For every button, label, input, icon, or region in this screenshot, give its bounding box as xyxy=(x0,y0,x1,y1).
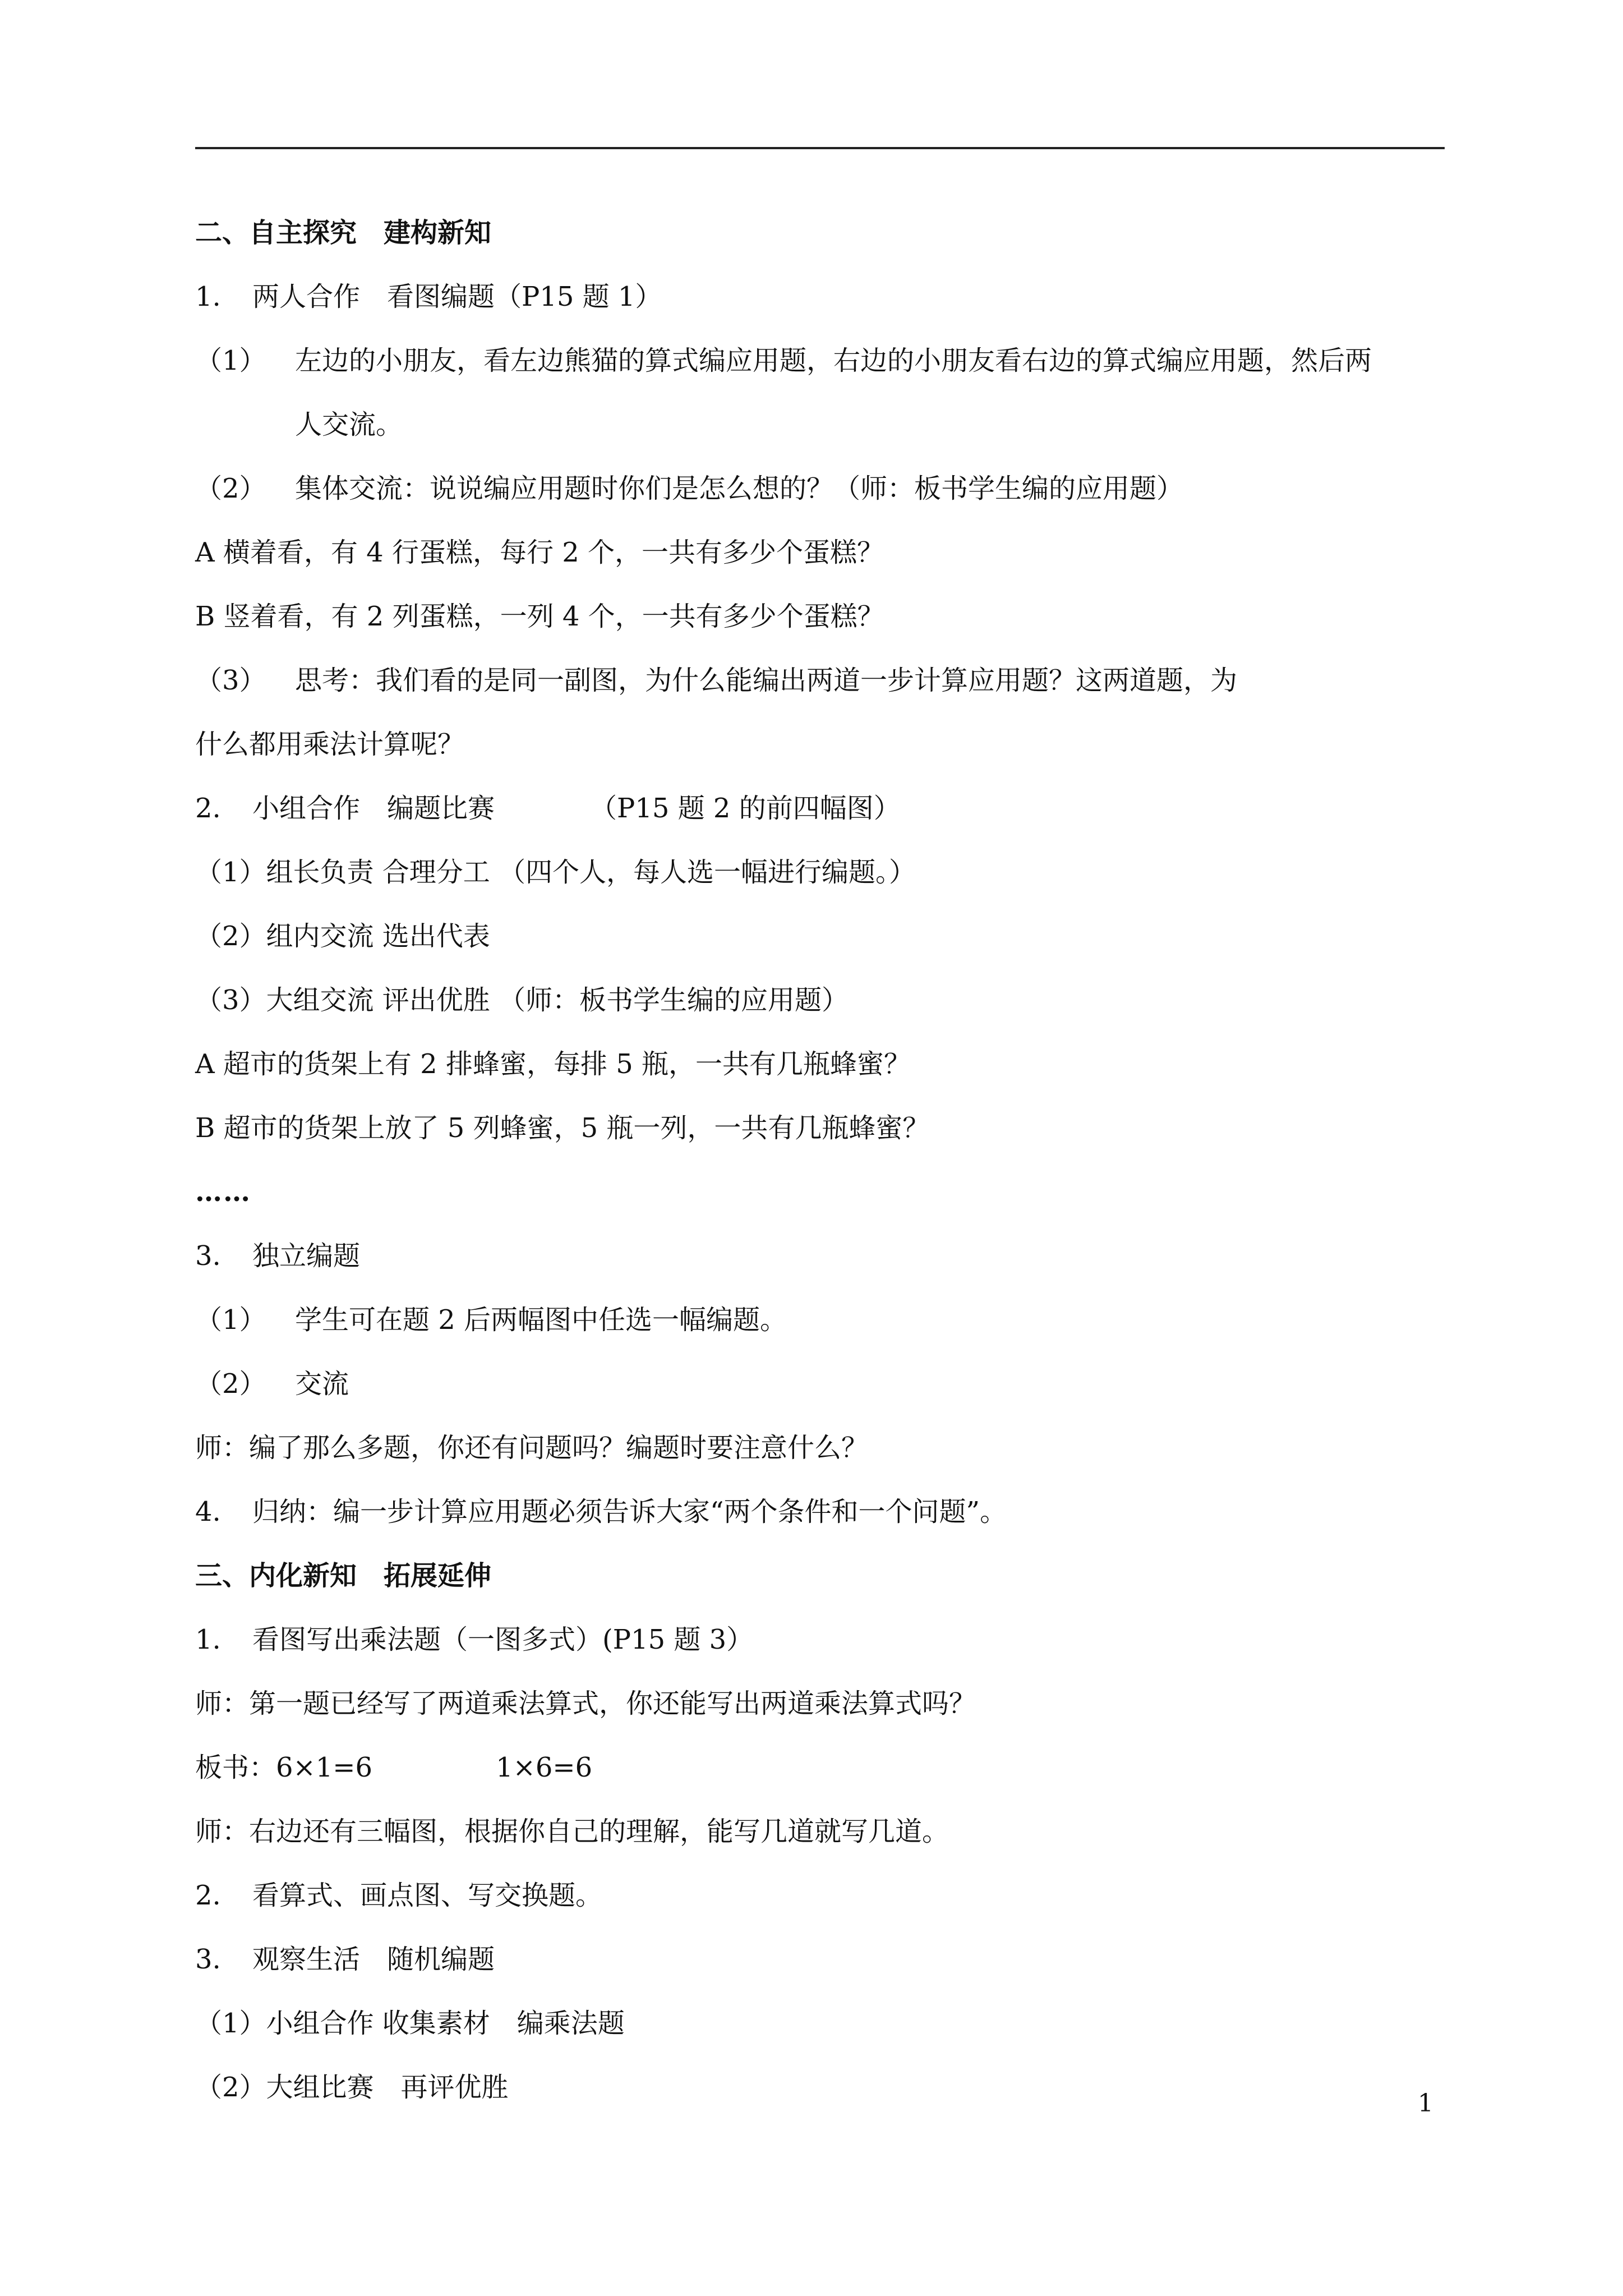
header-rule xyxy=(195,147,1445,149)
item-reference: （P15 题 2 的前四幅图） xyxy=(590,793,901,824)
example-b-cakes: B 竖着看，有 2 列蛋糕，一列 4 个，一共有多少个蛋糕？ xyxy=(195,601,884,632)
item-text: 归纳：编一步计算应用题必须告诉大家“两个条件和一个问题”。 xyxy=(252,1496,1007,1527)
sub-item-2-1-2 xyxy=(195,466,1451,530)
item-3-1 xyxy=(195,1617,1451,1681)
sub-item-text: 学生可在题 2 后两幅图中任选一幅编题。 xyxy=(295,1304,787,1336)
sub-item-text: 集体交流：说说编应用题时你们是怎么想的？（师：板书学生编的应用题） xyxy=(295,473,1184,504)
document-body xyxy=(195,210,1451,2129)
item-title: 观察生活 随机编题 xyxy=(252,1944,495,1975)
item-2-1 xyxy=(195,274,1451,338)
teacher-prompt-1: 师：第一题已经写了两道乘法算式，你还能写出两道乘法算式吗？ xyxy=(195,1688,976,1719)
sub-item-3-3-1: （1）小组合作 收集素材 编乘法题 xyxy=(195,2008,625,2039)
item-2-2 xyxy=(195,786,1451,850)
item-title: 两人合作 看图编题（P15 题 1） xyxy=(252,281,662,312)
item-number: 4. xyxy=(195,1496,221,1527)
section-heading-2: 二、自主探究 建构新知 xyxy=(195,217,492,249)
example-a-honey: A 超市的货架上有 2 排蜂蜜，每排 5 瓶，一共有几瓶蜂蜜？ xyxy=(195,1048,911,1080)
sub-item-2-2-3: （3）大组交流 评出优胜 （师：板书学生编的应用题） xyxy=(195,984,849,1016)
sub-item-2-2-1: （1）组长负责 合理分工 （四个人，每人选一幅进行编题。） xyxy=(195,857,916,888)
item-title: 独立编题 xyxy=(252,1240,361,1272)
item-2-3 xyxy=(195,1234,1451,1297)
page-number: 1 xyxy=(1418,2089,1433,2118)
sub-item-2-1-3 xyxy=(195,658,1451,722)
ellipsis: …… xyxy=(195,1176,251,1208)
item-3-3 xyxy=(195,1937,1451,2001)
item-number: 1. xyxy=(195,281,221,312)
board-equation-1: 板书：6×1=6 xyxy=(195,1752,373,1783)
sub-item-2-3-2 xyxy=(195,1361,1451,1425)
sub-item-2-3-1 xyxy=(195,1297,1451,1361)
item-number: 3. xyxy=(195,1944,221,1975)
sub-item-text: 思考：我们看的是同一副图，为什么能编出两道一步计算应用题？这两道题，为 xyxy=(295,665,1238,696)
sub-item-number: （3） xyxy=(195,665,266,696)
sub-item-number: （2） xyxy=(195,1368,266,1400)
sub-item-2-1-1-continued: 人交流。 xyxy=(295,409,403,440)
sub-item-2-2-2: （2）组内交流 选出代表 xyxy=(195,921,490,952)
sub-item-2-1-1 xyxy=(195,338,1451,402)
example-a-cakes: A 横着看，有 4 行蛋糕，每行 2 个，一共有多少个蛋糕？ xyxy=(195,537,884,568)
item-number: 2. xyxy=(195,1880,221,1911)
item-number: 3. xyxy=(195,1240,221,1272)
item-2-4 xyxy=(195,1489,1451,1553)
item-number: 1. xyxy=(195,1624,221,1655)
item-title: 看图写出乘法题（一图多式）(P15 题 3） xyxy=(252,1624,754,1655)
board-writing xyxy=(195,1745,1451,1809)
sub-item-2-1-3-continued: 什么都用乘法计算呢？ xyxy=(195,729,465,760)
sub-item-text: 左边的小朋友，看左边熊猫的算式编应用题，右边的小朋友看右边的算式编应用题，然后两 xyxy=(295,345,1372,376)
board-equation-2: 1×6=6 xyxy=(496,1752,593,1783)
teacher-prompt-2: 师：右边还有三幅图，根据你自己的理解，能写几道就写几道。 xyxy=(195,1816,949,1847)
example-b-honey: B 超市的货架上放了 5 列蜂蜜，5 瓶一列，一共有几瓶蜂蜜？ xyxy=(195,1112,930,1144)
sub-item-number: （1） xyxy=(195,1304,266,1336)
item-title: 看算式、画点图、写交换题。 xyxy=(252,1880,603,1911)
teacher-question: 师：编了那么多题，你还有问题吗？编题时要注意什么？ xyxy=(195,1432,869,1464)
sub-item-number: （1） xyxy=(195,345,266,376)
sub-item-number: （2） xyxy=(195,473,266,504)
sub-item-3-3-2: （2）大组比赛 再评优胜 xyxy=(195,2072,509,2103)
item-number: 2. xyxy=(195,793,221,824)
item-title: 小组合作 编题比赛 xyxy=(252,793,495,824)
item-3-2 xyxy=(195,1873,1451,1937)
section-heading-3: 三、内化新知 拓展延伸 xyxy=(195,1560,492,1591)
sub-item-text: 交流 xyxy=(295,1368,349,1400)
